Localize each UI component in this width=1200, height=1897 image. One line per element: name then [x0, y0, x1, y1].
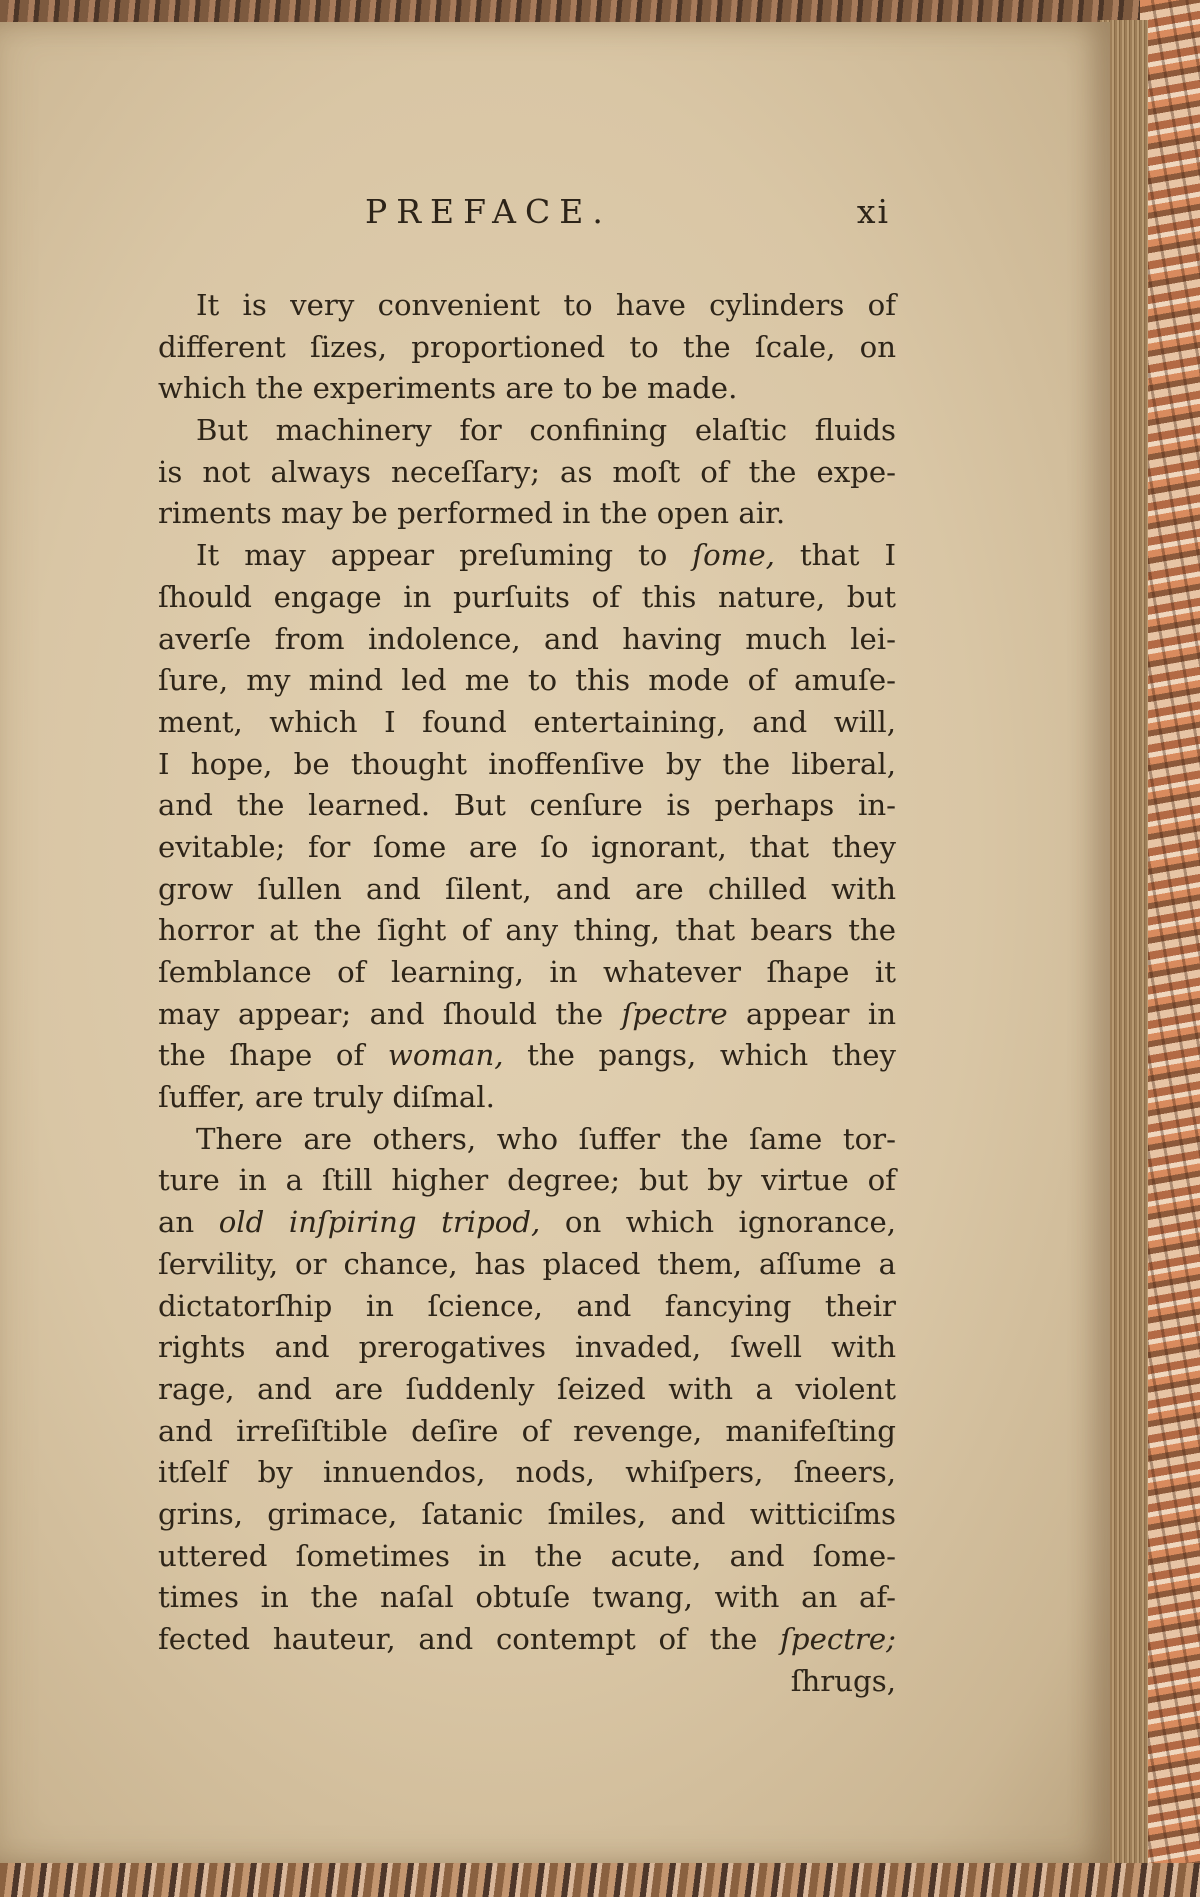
top-board-edge: [0, 0, 1200, 22]
text-run: horror at the ſight of any thing, that bears the: [158, 913, 896, 948]
body-text: [158, 285, 896, 1702]
italic-text: old inſpiring tripod,: [218, 1205, 541, 1240]
text-run: It may appear preſuming to: [196, 538, 693, 573]
text-run: averſe from indolence, and having much lei-: [158, 621, 896, 656]
text-run: rights and prerogatives invaded, ſwell with: [158, 1330, 896, 1365]
text-line: [158, 994, 896, 1036]
text-run: ſhould engage in purſuits of this nature, but: [158, 579, 896, 614]
text-run: ture in a ſtill higher degree; but by virtue of: [158, 1163, 896, 1198]
text-run: and irreſiſtible deſire of revenge, manifeſting: [158, 1413, 896, 1448]
text-run: appear in: [727, 996, 896, 1031]
text-line: [158, 1202, 896, 1244]
bottom-board-edge: [0, 1863, 1200, 1897]
text-line: [158, 1327, 896, 1369]
text-run: fected hauteur, and contempt of the: [158, 1622, 781, 1656]
text-line: [158, 1411, 896, 1453]
text-run: I hope, be thought inoffenſive by the liberal,: [158, 746, 896, 781]
text-run: that I: [774, 538, 896, 573]
italic-text: ſpectre;: [780, 1622, 896, 1656]
text-line: [158, 285, 896, 327]
text-line: [158, 368, 896, 410]
text-line: [158, 952, 896, 994]
text-run: uttered ſometimes in the acute, and ſome-: [158, 1538, 896, 1573]
text-line: [158, 1452, 896, 1494]
text-line: [158, 1286, 896, 1328]
marbled-board: [1140, 0, 1200, 1897]
text-line: [158, 1160, 896, 1202]
italic-text: ſpectre: [621, 996, 728, 1031]
text-run: the ſhape of: [158, 1038, 388, 1073]
text-line: [158, 1119, 896, 1161]
text-run: riments may be performed in the open air.: [158, 496, 786, 531]
text-line: [158, 1661, 896, 1703]
text-line: [158, 1619, 896, 1661]
text-run: ment, which I found entertaining, and will,: [158, 704, 896, 739]
text-line: [158, 1536, 896, 1578]
text-run: But machinery for confining elaſtic fluids: [196, 413, 896, 448]
page-header: [150, 192, 890, 242]
text-run: dictatorſhip in ſcience, and fancying their: [158, 1288, 896, 1323]
text-line: [158, 410, 896, 452]
text-run: There are others, who ſuffer the ſame tor-: [196, 1121, 896, 1156]
italic-text: ſome,: [692, 538, 775, 573]
text-run: the pangs, which they: [503, 1038, 897, 1073]
text-run: ſhrugs,: [790, 1663, 896, 1698]
text-run: on which ignorance,: [540, 1205, 896, 1240]
text-line: [158, 910, 896, 952]
text-line: [158, 535, 896, 577]
text-run: rage, and are ſuddenly ſeized with a violent: [158, 1371, 896, 1406]
text-run: grins, grimace, ſatanic ſmiles, and witticiſms: [158, 1496, 896, 1531]
text-line: [158, 452, 896, 494]
text-line: [158, 1577, 896, 1619]
text-line: [158, 827, 896, 869]
italic-text: woman,: [387, 1038, 504, 1073]
text-run: times in the naſal obtuſe twang, with an af-: [158, 1580, 896, 1615]
text-line: [158, 619, 896, 661]
text-run: which the experiments are to be made.: [158, 371, 738, 406]
running-title: PREFACE.: [365, 192, 612, 231]
text-run: evitable; for ſome are ſo ignorant, that they: [158, 829, 896, 864]
text-run: ſervility, or chance, has placed them, aſſume a: [158, 1246, 896, 1281]
text-line: [158, 1369, 896, 1411]
text-run: It is very convenient to have cylinders of: [196, 288, 896, 322]
text-run: and the learned. But cenſure is perhaps in-: [158, 788, 896, 823]
text-line: [158, 1077, 896, 1119]
text-line: [158, 744, 896, 786]
text-run: is not always neceſſary; as moſt of the expe-: [158, 454, 896, 489]
text-line: [158, 577, 896, 619]
text-run: may appear; and ſhould the: [158, 996, 622, 1031]
book-page: [0, 22, 1110, 1864]
text-line: [158, 869, 896, 911]
text-line: [158, 327, 896, 369]
text-line: [158, 493, 896, 535]
page-number: xi: [856, 192, 890, 231]
text-line: [158, 1244, 896, 1286]
text-run: ſemblance of learning, in whatever ſhape it: [158, 955, 896, 989]
text-run: an: [158, 1205, 219, 1240]
text-line: [158, 702, 896, 744]
text-line: [158, 1035, 896, 1077]
text-run: ſure, my mind led me to this mode of amuſe-: [158, 663, 896, 698]
text-run: itſelf by innuendos, nods, whiſpers, ſneers,: [158, 1455, 896, 1490]
text-run: ſuffer, are truly diſmal.: [158, 1080, 495, 1115]
text-run: grow ſullen and ſilent, and are chilled with: [158, 871, 896, 906]
text-line: [158, 785, 896, 827]
text-line: [158, 1494, 896, 1536]
text-run: different ſizes, proportioned to the ſcale, on: [158, 329, 896, 364]
text-line: [158, 660, 896, 702]
